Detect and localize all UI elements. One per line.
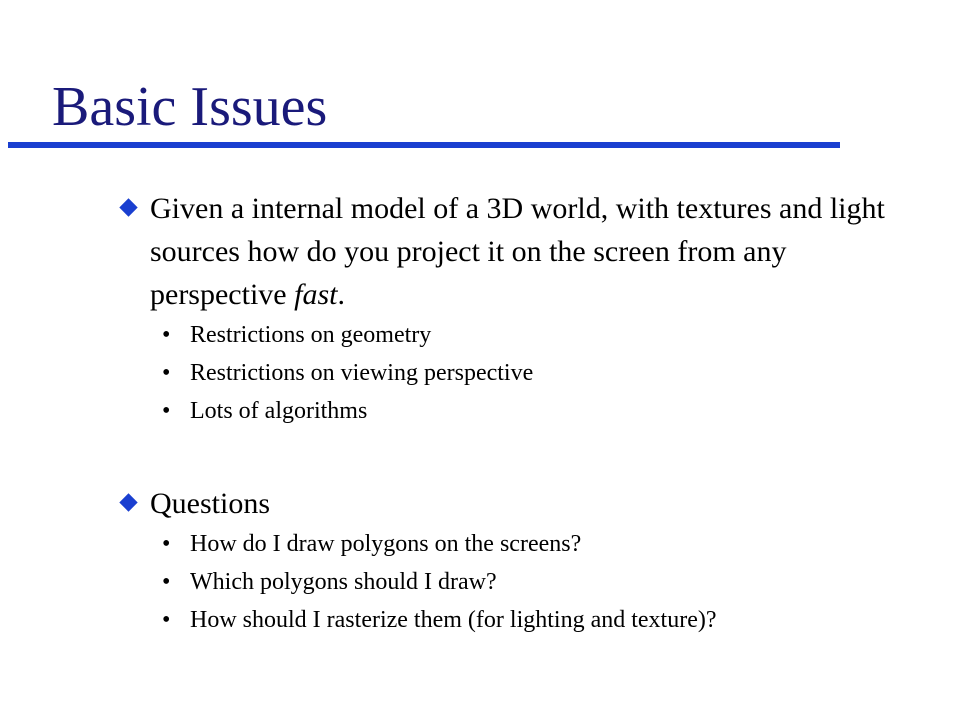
sub-bullet-text: Which polygons should I draw?	[190, 569, 497, 595]
dot-bullet-icon: •	[162, 531, 171, 557]
dot-bullet-icon: •	[162, 607, 171, 633]
bullet-text-end: .	[337, 278, 345, 311]
dot-bullet-icon: •	[162, 569, 171, 595]
sub-bullet-item	[118, 316, 910, 354]
slide-title: Basic Issues	[52, 76, 328, 138]
dot-bullet-icon: •	[162, 322, 171, 348]
diamond-bullet-icon	[119, 493, 137, 511]
dot-bullet-icon: •	[162, 360, 171, 386]
sub-bullet-text: Restrictions on geometry	[190, 322, 432, 348]
bullet-item	[118, 187, 910, 316]
sub-bullet-text: Restrictions on viewing perspective	[190, 360, 534, 386]
title-underline	[8, 142, 840, 148]
diamond-bullet-icon	[119, 198, 137, 216]
sub-bullet-text: How should I rasterize them (for lighting and texture)?	[190, 607, 717, 633]
sub-bullet-item	[118, 563, 910, 601]
sub-bullet-item	[118, 392, 910, 430]
sub-bullet-item	[118, 601, 910, 639]
bullet-text: Questions	[150, 487, 270, 520]
bullet-item	[118, 482, 910, 525]
bullet-block-2	[118, 482, 910, 639]
sub-bullet-item	[118, 525, 910, 563]
sub-bullet-item	[118, 354, 910, 392]
dot-bullet-icon: •	[162, 398, 171, 424]
sub-bullet-text: Lots of algorithms	[190, 398, 368, 424]
bullet-block-1	[118, 187, 910, 430]
bullet-text: Given a internal model of a 3D world, with textures and light sources how do you project it on the screen from any perspective	[150, 192, 885, 311]
sub-bullet-text: How do I draw polygons on the screens?	[190, 531, 582, 557]
bullet-emphasis: fast	[294, 278, 338, 311]
